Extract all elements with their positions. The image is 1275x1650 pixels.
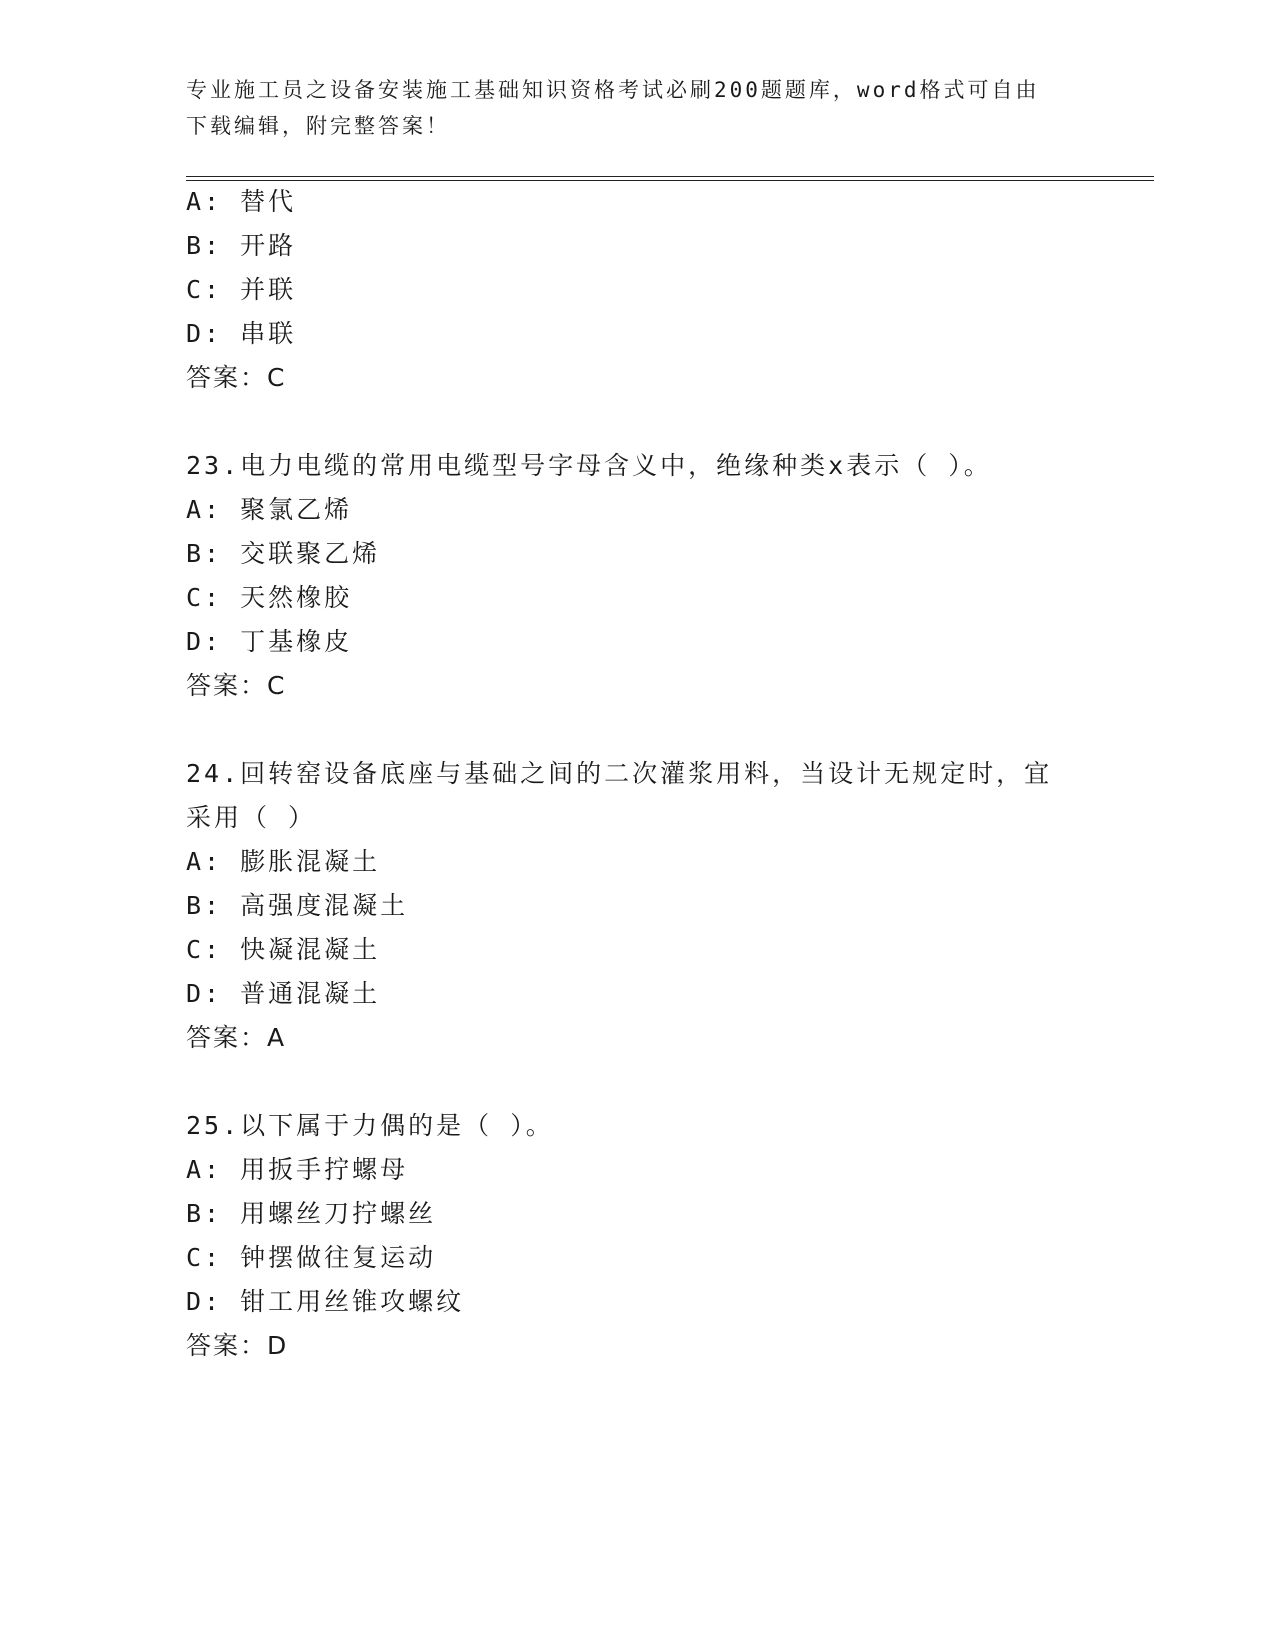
q24-option-b: B: 高强度混凝土	[186, 891, 409, 920]
q22-option-c: C: 并联	[186, 275, 297, 304]
q25-option-b: B: 用螺丝刀拧螺丝	[186, 1199, 437, 1228]
q24-stem-line-1: 24.回转窑设备底座与基础之间的二次灌浆用料，当设计无规定时，宜	[186, 759, 1053, 788]
q23-option-c: C: 天然橡胶	[186, 583, 353, 612]
q24-stem-line-2: 采用（ ）	[186, 803, 317, 832]
header-line-2: 下载编辑，附完整答案！	[186, 114, 450, 138]
q24-answer: 答案：A	[186, 1023, 287, 1052]
header-line-1: 专业施工员之设备安装施工基础知识资格考试必刷200题题库，word格式可自由	[186, 78, 1040, 102]
q22-option-a: A: 替代	[186, 187, 297, 216]
q23-answer: 答案：C	[186, 671, 287, 700]
q24-option-c: C: 快凝混凝土	[186, 935, 381, 964]
q23-option-b: B: 交联聚乙烯	[186, 539, 381, 568]
q25-option-a: A: 用扳手拧螺母	[186, 1155, 409, 1184]
q23-stem: 23.电力电缆的常用电缆型号字母含义中，绝缘种类x表示（ ）。	[186, 451, 992, 480]
q25-option-d: D: 钳工用丝锥攻螺纹	[186, 1287, 465, 1316]
q24-option-a: A: 膨胀混凝土	[186, 847, 381, 876]
q22-answer: 答案：C	[186, 363, 287, 392]
q25-answer: 答案：D	[186, 1331, 289, 1360]
q25-stem: 25.以下属于力偶的是（ ）。	[186, 1111, 554, 1140]
q24-option-d: D: 普通混凝土	[186, 979, 381, 1008]
document-header	[186, 72, 1086, 144]
q22-option-b: B: 开路	[186, 231, 297, 260]
q22-option-d: D: 串联	[186, 319, 297, 348]
header-divider	[186, 176, 1154, 181]
q23-option-a: A: 聚氯乙烯	[186, 495, 353, 524]
q23-option-d: D: 丁基橡皮	[186, 627, 353, 656]
q25-option-c: C: 钟摆做往复运动	[186, 1243, 437, 1272]
